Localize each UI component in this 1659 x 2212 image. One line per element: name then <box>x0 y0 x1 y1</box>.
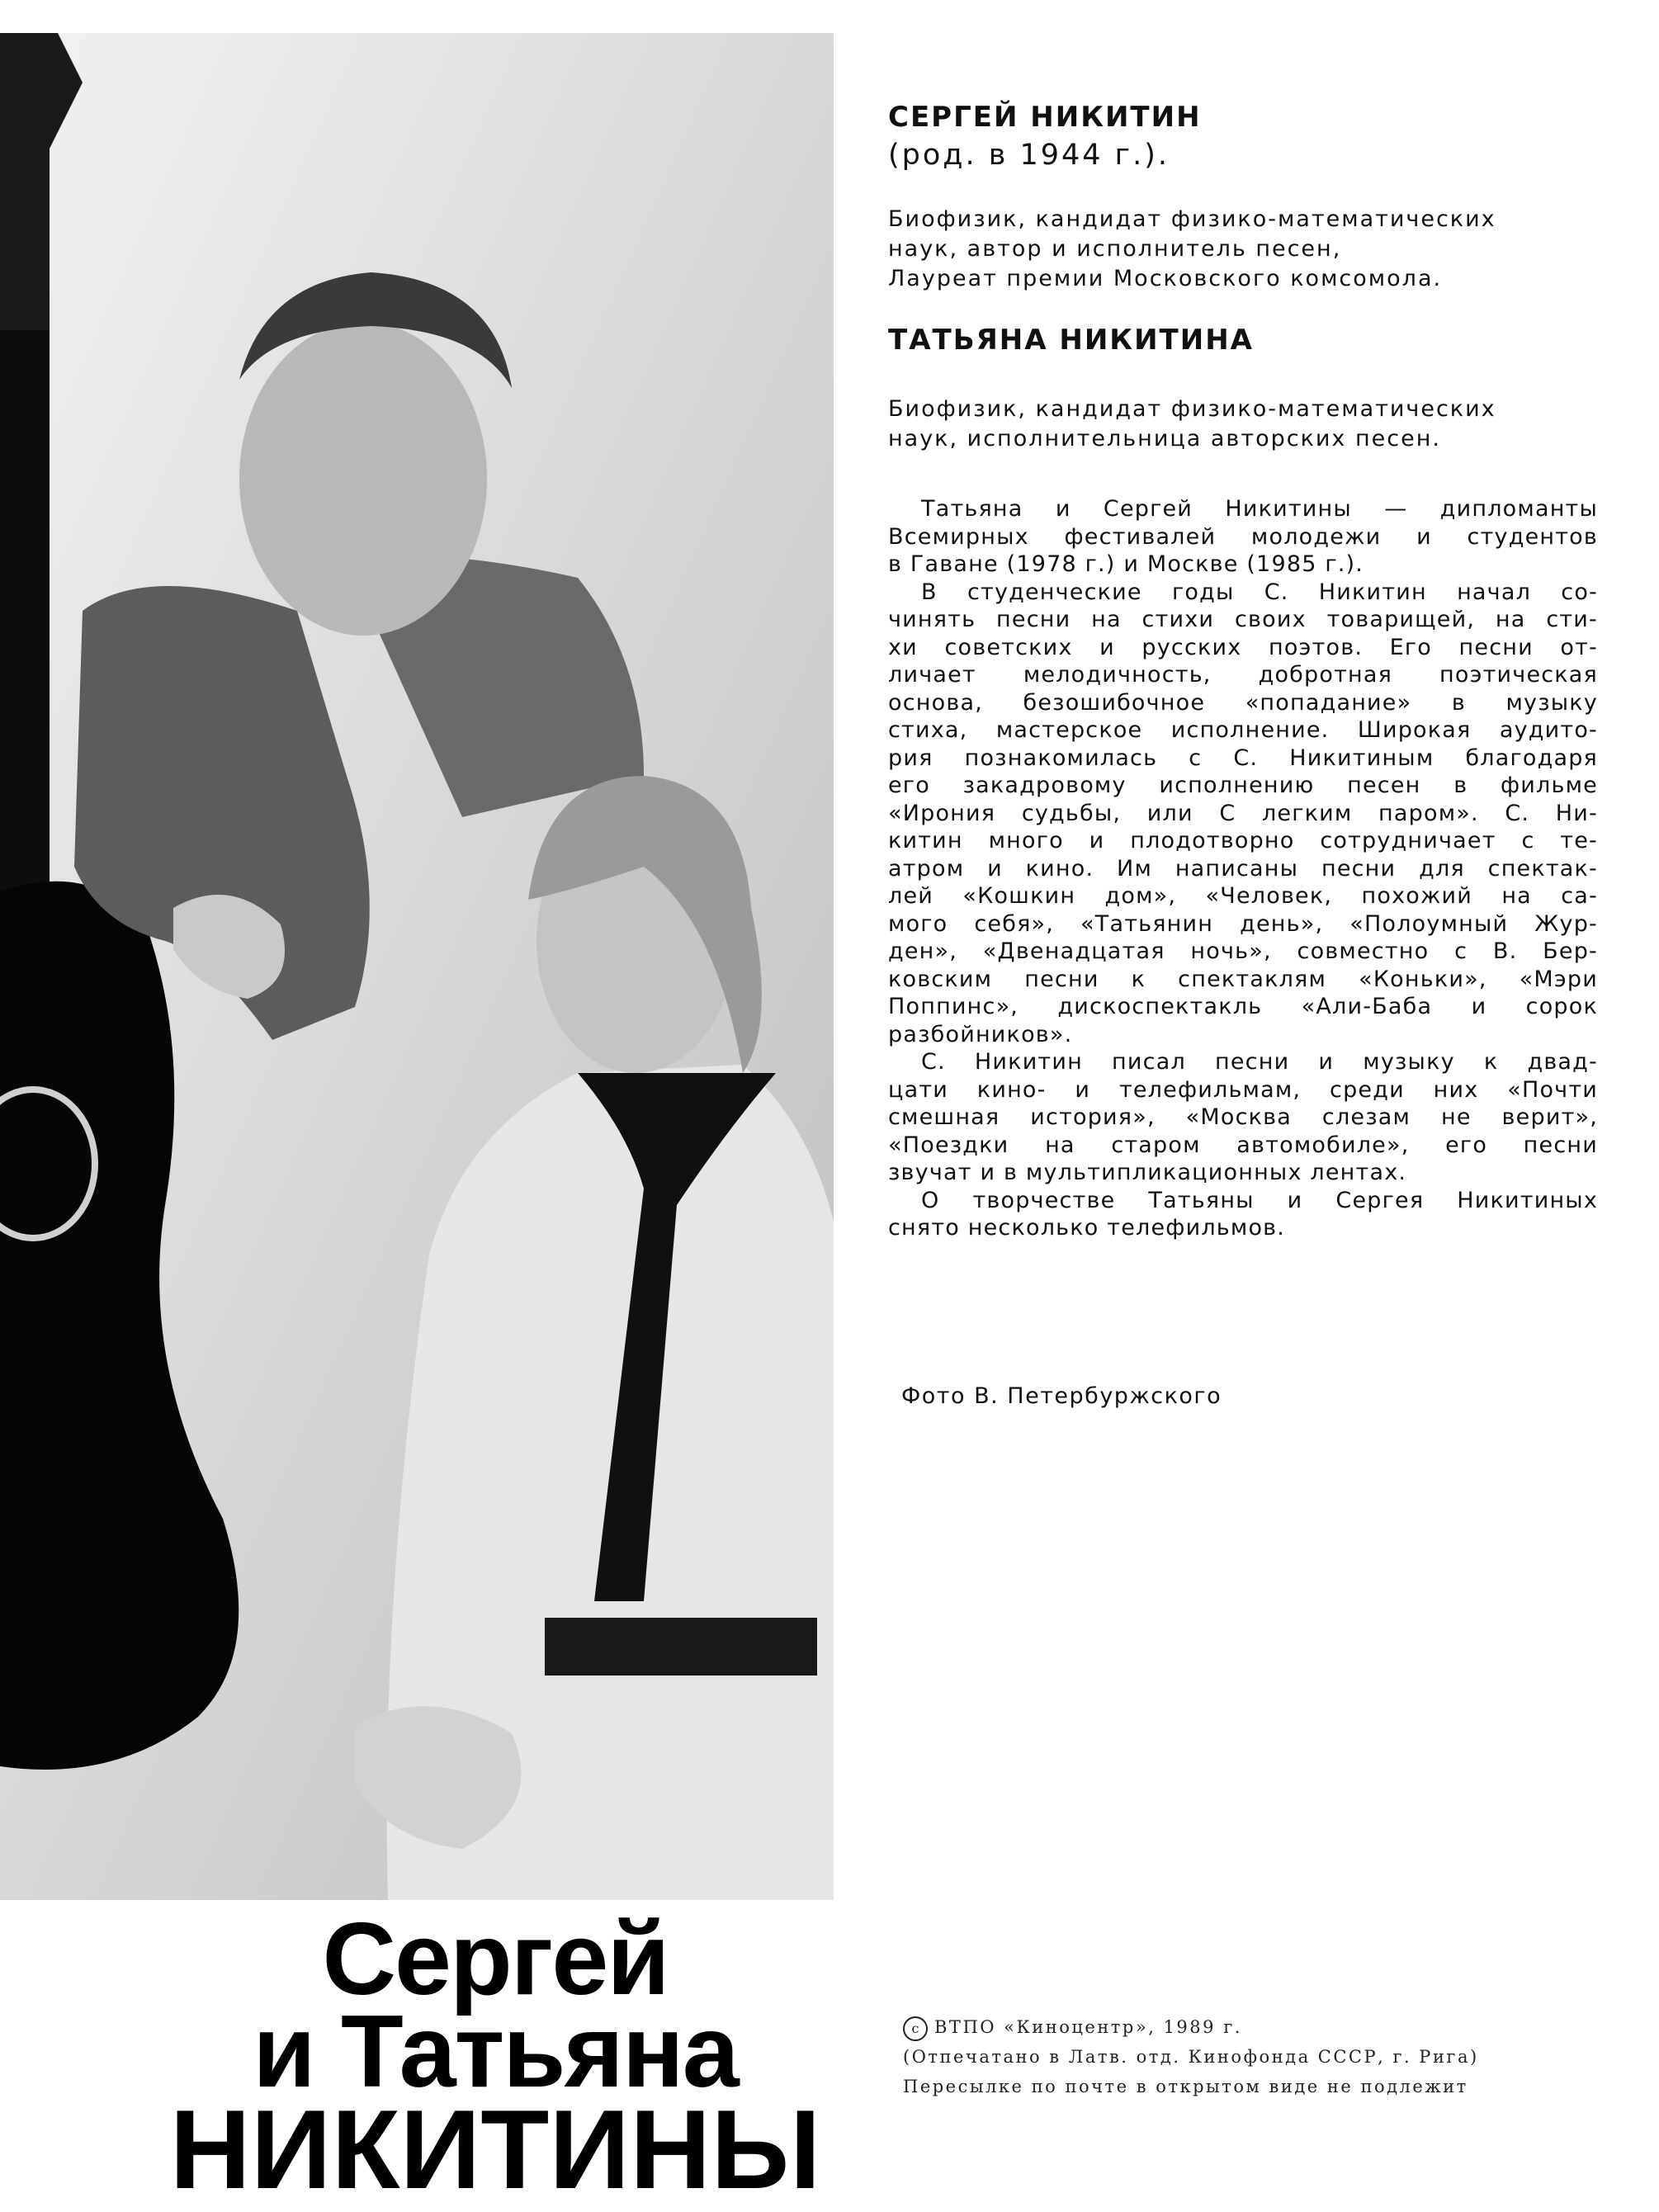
body-line: «Ирония судьбы, или С легким паром». С. Ни- <box>888 800 1598 826</box>
title-line-2: и Татьяна <box>253 1995 738 2109</box>
body-line: Татьяна и Сергей Никитины — дипломанты <box>921 496 1598 522</box>
imprint-line-1 <box>903 2012 1479 2042</box>
photo-illustration <box>0 33 834 1900</box>
body-line: смешная история», «Москва слезам не верит», <box>888 1104 1598 1130</box>
body-line: рия познакомилась с С. Никитиным благодаря <box>888 744 1598 771</box>
body-line: ковским песни к спектаклям «Коньки», «Мэри <box>888 966 1598 992</box>
guitar-neck <box>0 330 50 908</box>
photo-credit: Фото В. Петербуржского <box>901 1383 1222 1409</box>
sergey-bio-line: Биофизик, кандидат физико-математических <box>888 206 1496 232</box>
tatyana-bio <box>888 395 1598 454</box>
body-line: китин много и плодотворно сотрудничает с те- <box>888 828 1598 853</box>
tatyana-name: ТАТЬЯНА НИКИТИНА <box>888 324 1254 357</box>
text-column <box>888 101 1598 1242</box>
woman-belt <box>545 1618 817 1676</box>
title-line-1: Сергей <box>322 1902 669 2016</box>
body-line: хи советских и русских поэтов. Его песни от- <box>888 634 1598 660</box>
body-line: мого себя», «Татьянин день», «Полоумный Жур- <box>888 910 1598 937</box>
body-line: С. Никитин писал песни и музыку к двад- <box>921 1049 1598 1075</box>
imprint-line-2: (Отпечатано в Латв. отд. Кинофонда СССР, г. Рига) <box>903 2047 1479 2067</box>
body-line: В студенческие годы С. Никитин начал со- <box>921 579 1598 605</box>
imprint-line-3: Пересылке по почте в открытом виде не подлежит <box>903 2077 1468 2096</box>
tatyana-bio-line: Биофизик, кандидат физико-математических <box>888 396 1496 422</box>
body-line: О творчестве Татьяны и Сергея Никитиных <box>921 1187 1598 1213</box>
sergey-bio <box>888 205 1598 294</box>
publisher-imprint <box>903 2012 1479 2101</box>
tatyana-bio-line: наук, исполнительница авторских песен. <box>888 426 1441 451</box>
body-line: лей «Кошкин дом», «Человек, похожий на са- <box>888 883 1598 909</box>
body-line: чинять песни на стихи своих товарищей, на сти- <box>888 607 1598 632</box>
body-line: звучат и в мультипликационных лентах. <box>888 1160 1407 1185</box>
body-line: стиха, мастерское исполнение. Широкая аудито- <box>888 717 1598 743</box>
duo-portrait-photo <box>0 33 834 1900</box>
body-line: цати кино- и телефильмам, среди них «Почти <box>888 1076 1598 1103</box>
body-line: ден», «Двенадцатая ночь», совместно с В. Бер- <box>888 938 1598 964</box>
imprint-publisher: ВТПО «Киноцентр», 1989 г. <box>934 2017 1242 2037</box>
body-line: основа, безошибочное «попадание» в музыку <box>888 689 1598 716</box>
body-line: Всемирных фестивалей молодежи и студентов <box>888 523 1598 550</box>
man-face <box>239 322 487 636</box>
body-line: снято несколько телефильмов. <box>888 1215 1286 1241</box>
poster-title <box>157 1902 834 2212</box>
body-line: разбойников». <box>888 1021 1073 1047</box>
sergey-name: СЕРГЕЙ НИКИТИН <box>888 101 1202 134</box>
biography-body <box>888 495 1598 1242</box>
body-line: «Поездки на старом автомобиле», его песни <box>888 1132 1598 1158</box>
sergey-bio-line: Лауреат премии Московского комсомола. <box>888 266 1443 291</box>
title-line-3: НИКИТИНЫ <box>169 2087 821 2212</box>
sergey-birth-year: (род. в 1944 г.). <box>888 139 1170 172</box>
body-line: атром и кино. Им написаны песни для спектак- <box>888 855 1598 881</box>
sergey-bio-line: наук, автор и исполнитель песен, <box>888 236 1342 262</box>
body-line: Поппинс», дискоспектакль «Али-Баба и сорок <box>888 994 1598 1019</box>
body-line: в Гаване (1978 г.) и Москве (1985 г.). <box>888 551 1364 577</box>
copyright-icon: c <box>903 2016 928 2041</box>
body-line: личает мелодичность, добротная поэтическая <box>888 662 1598 688</box>
body-line: его закадровому исполнению песен в фильме <box>888 773 1598 798</box>
